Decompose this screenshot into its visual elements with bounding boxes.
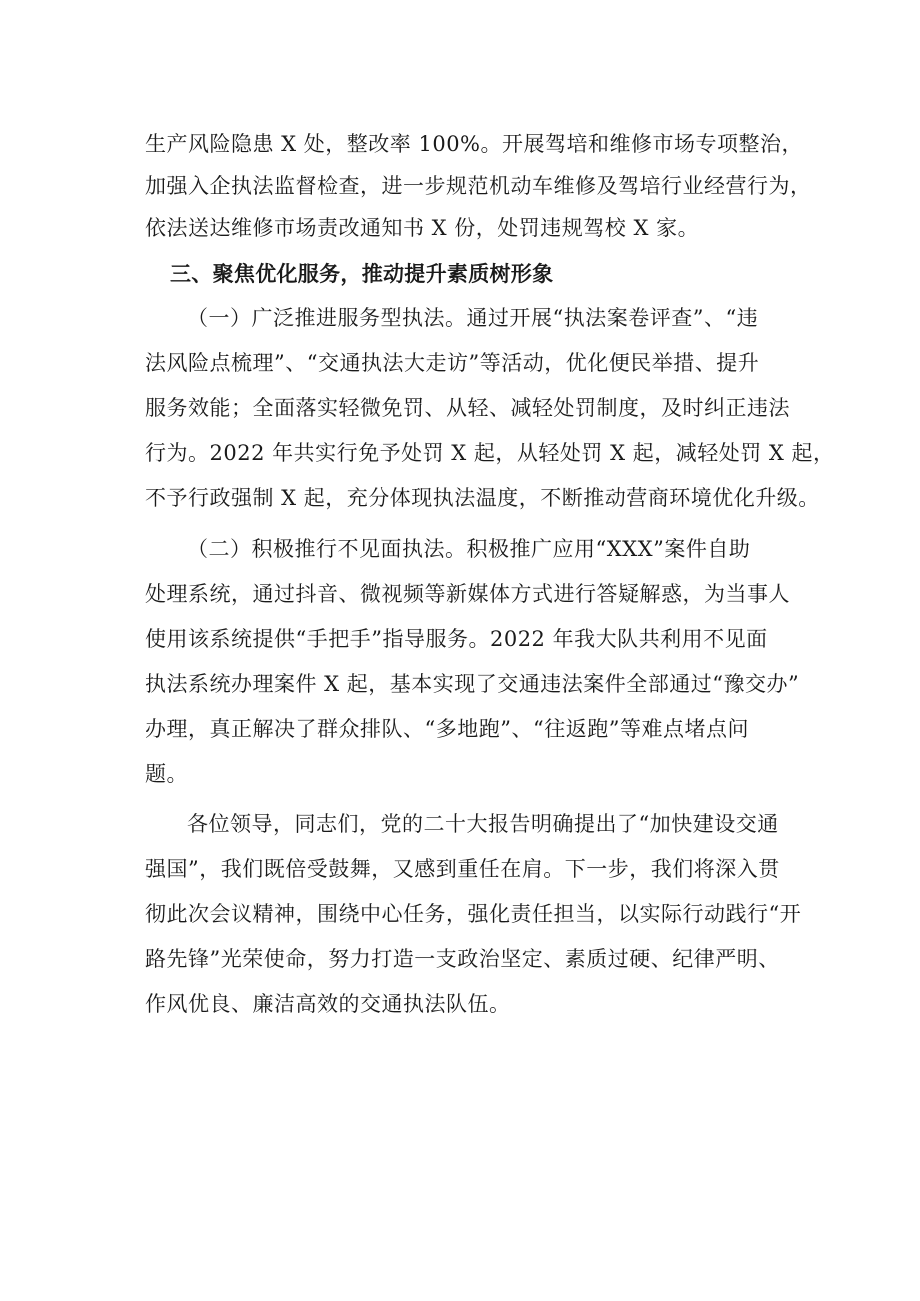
text-line: 各位领导，同志们，党的二十大报告明确提出了“加快建设交通 bbox=[187, 812, 779, 836]
text-line: 使用该系统提供“手把手”指导服务。2022 年我大队共利用不见面 bbox=[145, 627, 768, 651]
text-line: 强国”，我们既倍受鼓舞，又感到重任在肩。下一步，我们将深入贯 bbox=[145, 857, 780, 881]
text-line: 题。 bbox=[145, 762, 188, 786]
text-line: （二）积极推行不见面执法。积极推广应用“XXX”案件自助 bbox=[187, 537, 751, 561]
text-line: 处理系统，通过抖音、微视频等新媒体方式进行答疑解惑，为当事人 bbox=[145, 582, 790, 606]
text-line: 办理，真正解决了群众排队、“多地跑”、“往返跑”等难点堵点问 bbox=[145, 717, 749, 741]
text-line: 作风优良、廉洁高效的交通执法队伍。 bbox=[145, 992, 511, 1016]
text-line: 彻此次会议精神，围绕中心任务，强化责任担当，以实际行动践行“开 bbox=[145, 902, 802, 926]
text-line: （一）广泛推进服务型执法。通过开展“执法案卷评查”、“违 bbox=[187, 306, 759, 330]
text-line: 服务效能；全面落实轻微免罚、从轻、减轻处罚制度，及时纠正违法 bbox=[145, 396, 790, 420]
text-line: 不予行政强制 X 起，充分体现执法温度，不断推动营商环境优化升级。 bbox=[145, 486, 820, 510]
text-line: 执法系统办理案件 X 起，基本实现了交通违法案件全部通过“豫交办” bbox=[145, 672, 800, 696]
text-line: 生产风险隐患 X 处，整改率 100%。开展驾培和维修市场专项整治， bbox=[145, 132, 804, 156]
text-line: 法风险点梳理”、“交通执法大走访”等活动，优化便民举措、提升 bbox=[145, 351, 760, 375]
text-line: 行为。2022 年共实行免予处罚 X 起，从轻处罚 X 起，减轻处罚 X 起， bbox=[145, 441, 835, 465]
text-line: 加强入企执法监督检查，进一步规范机动车维修及驾培行业经营行为， bbox=[145, 174, 812, 198]
section-heading: 三、聚焦优化服务，推动提升素质树形象 bbox=[170, 262, 554, 286]
text-line: 路先锋”光荣使命，努力打造一支政治坚定、素质过硬、纪律严明、 bbox=[145, 947, 780, 971]
text-line: 依法送达维修市场责改通知书 X 份，处罚违规驾校 X 家。 bbox=[145, 216, 700, 240]
